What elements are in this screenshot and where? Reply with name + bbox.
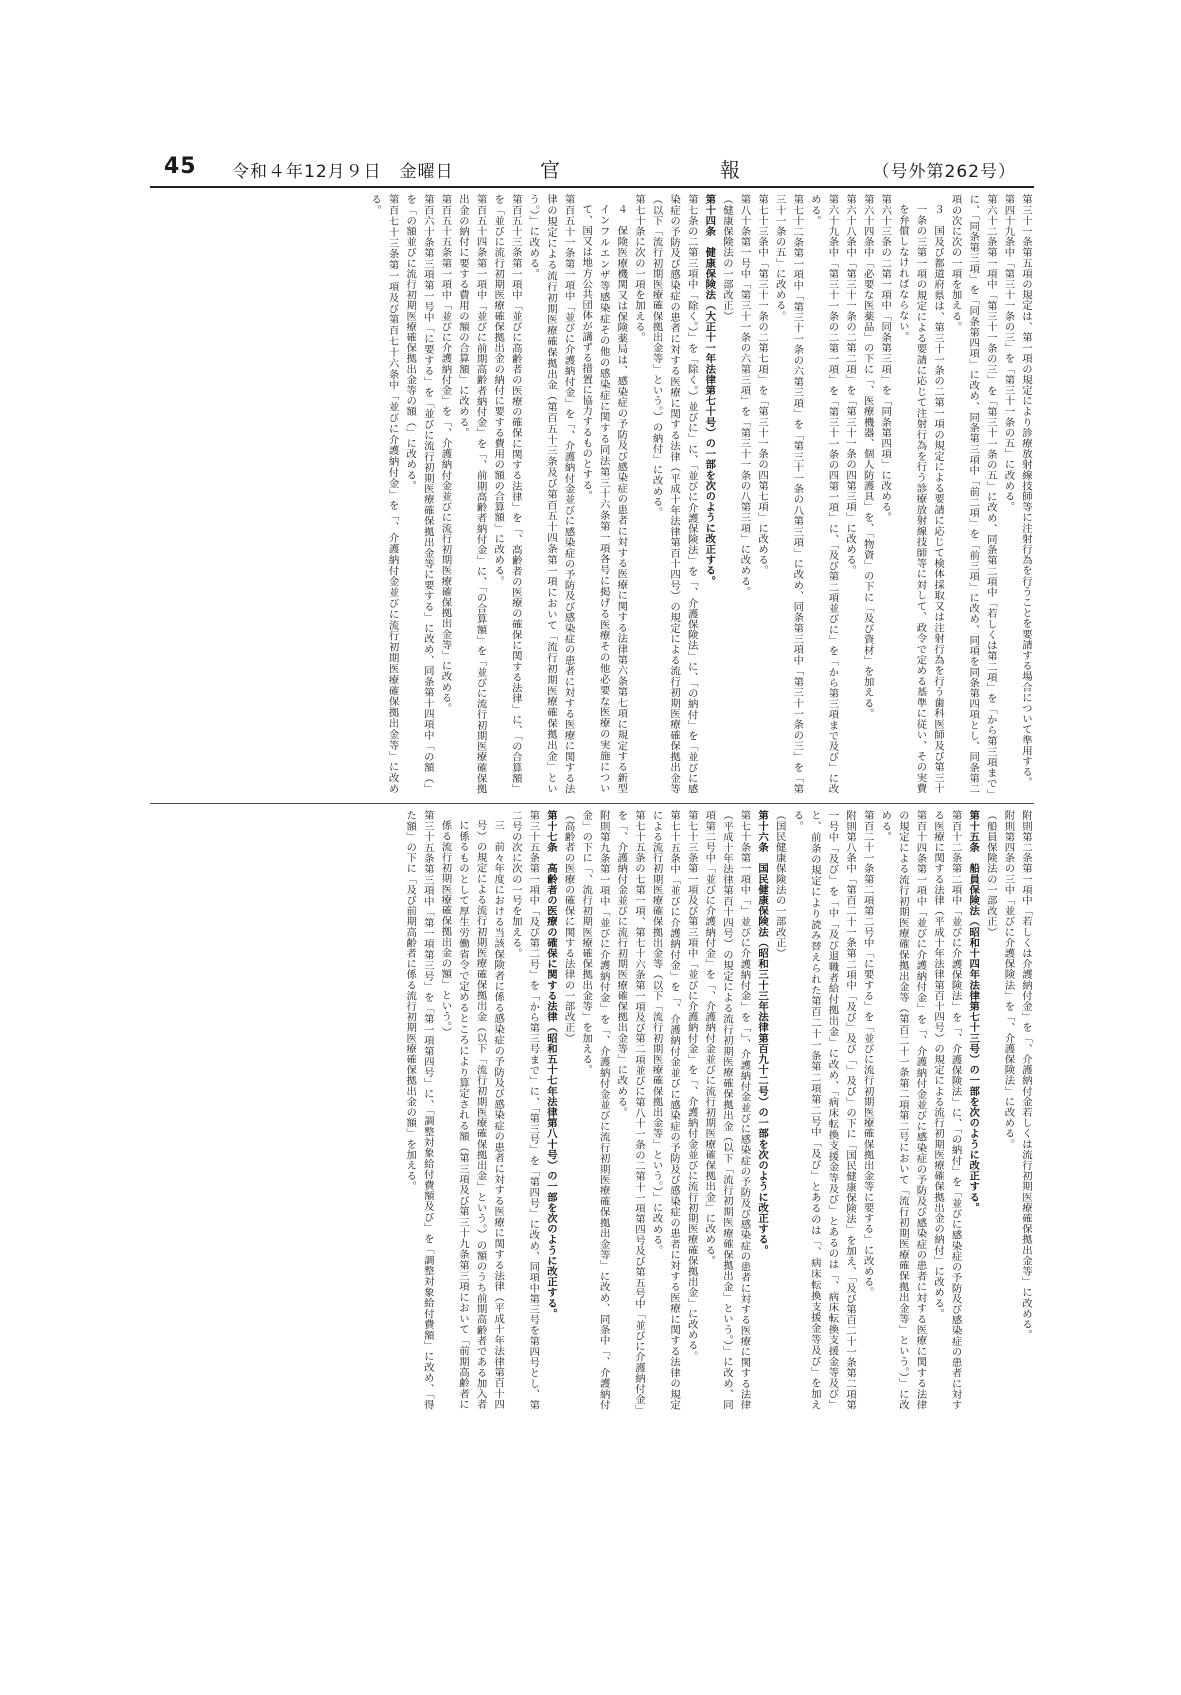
- article-paragraph: 第百五十一条第一項中「並びに介護納付金」を「、介護納付金並びに感染症の予防及び感染症の患者に対する医療に関する法律の規定による流行初期医療確保拠出金（第百五十三条及び第百五十四条第一項において「流行初期医療確保拠出金」という。）」に改める。: [527, 194, 575, 794]
- article-paragraph: 第三十一条第五項の規定は、第一項の規定により診療放射線技師等に注射行為を行うことを要請する場合について準用する。: [1020, 194, 1032, 788]
- article-paragraph: 第四十九条中「第三十一条の三」を「第三十一条の五」に改める。: [1002, 194, 1015, 512]
- article-paragraph: ４ 保険医療機関又は保険薬局は、感染症の予防及び感染症の患者に対する医療に関する法律第六条第七項に規定する新型インフルエンザ等感染症その他の感染症に関する同法第三十六条第一項各号に掲げる医療その他必要な医療の実施について、国又は地方公共団体が講ずる措置に協力するものとする。: [580, 204, 628, 794]
- article-paragraph: 第七十条第一項中「」並びに介護納付金」を「」、介護納付金並びに感染症の予防及び感染症の患者に対する医療に関する法律（平成十年法律第百十四号）の規定による流行初期医療確保拠出金（以下「流行初期医療確保拠出金」という。）」に改め、同項第二号中「並びに介護納付金」を「、介護納付金並びに流行初期医療確保拠出金」に改める。: [703, 810, 751, 1410]
- article-paragraph: 第七十五条の七第一項、第七十六条第一項及び第二項並びに第八十一条の二第十一項第四号及び第五号中「並びに介護納付金」を「、介護納付金並びに流行初期医療確保拠出金等」に改める。: [615, 810, 645, 1410]
- article-paragraph: 第六十八条中「第三十一条の二第二項」を「第三十一条の四第三項」に改める。: [844, 194, 857, 576]
- article-paragraph: 附則第四条の三中「並びに介護保険法」を「、介護保険法」に改める。: [1002, 810, 1015, 1150]
- article-paragraph: 第六十二条第一項中「第三十一条の三」を「第三十一条の五」に改め、同条第二項中「若しくは第二項」を「から第三項まで」に、「同条第三項」を「同条第四項」に改め、同条第三項中「前二項」を「前三項」に改め、同項を同条第四項とし、同条第二項の次に次の一項を加える。: [949, 194, 997, 794]
- article-paragraph: 附則第二条第一項中「若しくは介護納付金」を「、介護納付金若しくは流行初期医療確保拠出金等」に改める。: [1020, 810, 1032, 1340]
- article-paragraph: 第百二十一条第二項第二号中「に要する」を「並びに流行初期医療確保拠出金等に要する」に改める。: [861, 810, 874, 1298]
- article-paragraph: 第六十四条中「必要な医薬品」の下に「、医療機器、個人防護具」を、「物資」の下に「及び資材」を加える。: [861, 194, 874, 719]
- article-paragraph: 第八十条第一号中「第三十一条の六第三項」を「第三十一条の八第三項」に改める。: [738, 194, 751, 597]
- article-paragraph: （高齢者の医療の確保に関する法律の一部改正）: [562, 810, 575, 1044]
- article-paragraph: 附則第九条第一項中「並びに介護納付金」を「、介護納付金並びに流行初期医療確保拠出金等」に改め、同条中「、介護納付金」の下に「、流行初期医療確保拠出金等」を加える。: [580, 810, 610, 1410]
- article-paragraph: 第七十条に次の一項を加える。: [632, 194, 645, 343]
- gazette-title: 官 報: [540, 158, 810, 182]
- article-paragraph: 第百七十三条第一項及び第百七十六条中「並びに介護納付金」を「、介護納付金並びに流行初期医療確保拠出金等」に改める。: [369, 194, 399, 794]
- article-paragraph: 第七十三条第一項及び第三項中「並びに介護納付金」を「、介護納付金並びに流行初期医療確保拠出金」に改める。: [685, 810, 698, 1362]
- article-paragraph: 第百十二条第二項中「並びに介護保険法」を「、介護保険法」に、「の納付」を「並びに感染症の予防及び感染症の患者に対する医療に関する法律（平成十年法律第百十四号）の規定による流行初期医療確保拠出金の納付」に改める。: [932, 810, 962, 1410]
- article-paragraph: 第十五条 船員保険法（昭和十四年法律第七十三号）の一部を次のように改正する。: [967, 810, 980, 1213]
- article-paragraph: 三 前々年度における当該保険者に係る感染症の予防及び感染症の患者に対する医療に関する法律（平成十年法律第百十四号）の規定による流行初期医療確保拠出金（以下「流行初期医療確保拠出金」という。）の額のうち前期高齢者である加入者に係るものとして厚生労働省令で定めるところにより算定される額（第三項及び第三十九条第三項において「前期高齢者に係る流行初期医療確保拠出金の額」という。）: [439, 820, 505, 1410]
- article-paragraph: 第百六十条第三項第一号中「に要する」を「並びに流行初期医療確保拠出金等に要する」に改め、同条第十四項中「の額（」を「の額並びに流行初期医療確保拠出金等の額（」に改める。: [404, 194, 434, 794]
- article-paragraph: ３ 国及び都道府県は、第三十一条の二第一項の規定による要請に応じて検体採取又は注射行為を行う歯科医師及び第三十一条の三第一項の規定による要請に応じて注射行為を行う診療放射線技師等に対して、政令で定める基準に従い、その実費を弁償しなければならない。: [896, 204, 945, 794]
- article-paragraph: （船員保険法の一部改正）: [984, 810, 997, 938]
- article-paragraph: 第百五十三条第一項中「並びに高齢者の医療の確保に関する法律」を「、高齢者の医療の確保に関する法律」に、「の合算額」を「並びに流行初期医療確保拠出金の納付に要する費用の額の合算額」に改める。: [492, 194, 522, 794]
- article-paragraph: 附則第八条中「第百二十一条第二項中「及び」及び「」及び」の下に「国民健康保険法」を加え、「及び第百二十一条第二項第一号中「及び」を「中「及び退職者給付拠出金」に改め、「病床転換支援金等及び」とあるのは「、病床転換支援金等及び」と、前条の規定により読み替えられた第百二十一条第二項第二号中「及び」とあるのは「、病床転換支援金等及び」を加える。: [791, 810, 857, 1410]
- article-paragraph: 第百五十四条第一項中「並びに前期高齢者納付金」を「、前期高齢者納付金」に、「の合算額」を「並びに流行初期医療確保拠出金の納付に要する費用の額の合算額」に改める。: [457, 194, 487, 794]
- article-paragraph: 第三十五条第三項中「第一項第三号」を「第一項第四号」に、「調整対象給付費額及び」を「調整対象給付費額」に改め、「得た額」の下に「及び前期高齢者に係る流行初期医療確保拠出金の額」を加える。: [404, 810, 434, 1410]
- section-divider: [150, 803, 1034, 804]
- gazette-header: [150, 150, 1034, 184]
- article-paragraph: 第百十四条第一項中「並びに介護納付金」を「、介護納付金並びに感染症の予防及び感染症の患者に対する医療に関する法律の規定による流行初期医療確保拠出金等（第百二十一条第二項第二号において「流行初期医療確保拠出金等」という。）」に改める。: [879, 810, 927, 1410]
- article-paragraph: 第六十三条の二第一項中「同条第三項」を「同条第四項」に改める。: [879, 194, 892, 523]
- article-paragraph: 第七十三条中「第三十一条の二第七項」を「第三十一条の四第七項」に改める。: [756, 194, 769, 576]
- article-paragraph: 第十六条 国民健康保険法（昭和三十三年法律第百九十二号）の一部を次のように改正する。: [756, 810, 769, 1256]
- article-paragraph: 第六十九条中「第三十一条の二第一項」を「第三十一条の四第一項」に、「及び第二項並びに」を「から第三項まで及び」に改める。: [808, 194, 839, 794]
- article-paragraph: 第七十二条第一項中「第三十一条の六第三項」を「第三十一条の八第三項」に改め、同条第三項中「第三十一条の三」を「第三十一条の五」に改める。: [773, 194, 804, 794]
- article-paragraph: 第七条の二第三項中「除く。）」を「除く。）並びに」に、「並びに介護保険法」を「、介護保険法」に、「の納付」を「並びに感染症の予防及び感染症の患者に対する医療に関する法律（平成十年法律第百十四号）の規定による流行初期医療確保拠出金等（以下「流行初期医療確保拠出金等」という。）の納付」に改める。: [650, 194, 698, 794]
- issue-number: （号外第262号）: [872, 162, 1016, 182]
- article-paragraph: 第七十五条中「並びに介護納付金」を「、介護納付金並びに感染症の予防及び感染症の患者に対する医療に関する法律の規定による流行初期医療確保拠出金等（以下「流行初期医療確保拠出金等」という。）」に改める。: [650, 810, 681, 1410]
- header-rule: [150, 186, 1034, 188]
- article-paragraph: （健康保険法の一部改正）: [720, 194, 733, 322]
- article-paragraph: 第十七条 高齢者の医療の確保に関する法律（昭和五十七年法律第八十号）の一部を次のように改正する。: [544, 810, 557, 1319]
- article-paragraph: （国民健康保険法の一部改正）: [773, 810, 786, 959]
- publication-date: 令和４年12月９日 金曜日: [232, 162, 454, 182]
- article-paragraph: 第三十五条第一項中「及び第二号」を「から第三号まで」に、「第三号」を「第四号」に改め、同項中第三号を第四号とし、第二号の次に次の一号を加える。: [509, 810, 540, 1410]
- article-paragraph: 第十四条 健康保険法（大正十一年法律第七十号）の一部を次のように改正する。: [703, 194, 716, 587]
- lower-text-section: [150, 810, 1034, 1410]
- article-paragraph: 第百五十五条第一項中「並びに介護納付金」を「、介護納付金並びに流行初期医療確保拠出金等」に改める。: [439, 194, 452, 714]
- page-number: 45: [164, 154, 197, 179]
- upper-text-section: [150, 194, 1034, 794]
